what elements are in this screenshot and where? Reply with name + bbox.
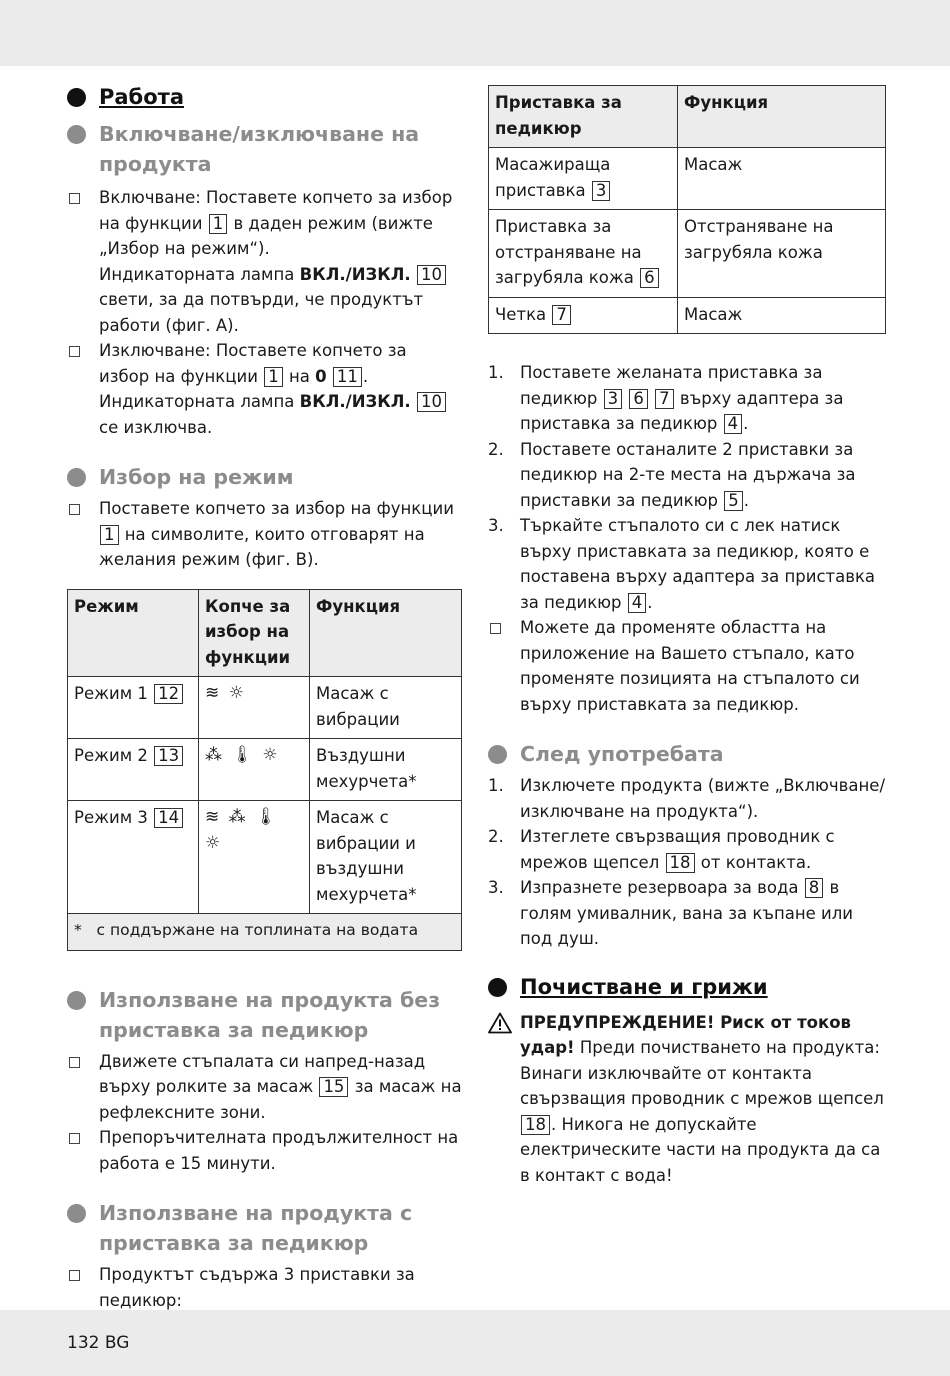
table-header: Режим — [68, 589, 199, 677]
ref-number: 13 — [154, 746, 183, 766]
list-item-tip: Можете да променяте областта на приложение на Вашето стъпало, като променяте позицията на стъпалото си върху приставката за педикюр. — [488, 615, 886, 717]
bottom-band — [0, 1310, 950, 1376]
ref-number: 11 — [333, 367, 362, 387]
heading-work: Работа — [67, 82, 462, 112]
ref-number: 7 — [655, 389, 674, 409]
checkbox-bullet-icon — [69, 1133, 80, 1144]
page-number: 132 BG — [67, 1333, 130, 1353]
ref-number: 1 — [100, 525, 119, 545]
heading-bullet-icon — [67, 468, 86, 487]
ref-number: 10 — [417, 265, 446, 285]
ref-number: 4 — [724, 414, 743, 434]
ref-number: 4 — [628, 593, 647, 613]
ref-number: 1 — [264, 367, 283, 387]
table-row: Режим 1 12 ≋ ☼ Масаж с вибрации — [68, 677, 462, 739]
heading-after-use: След употребата — [488, 739, 886, 769]
heading-on-off: Включване/изключване на продукта — [67, 119, 462, 179]
ref-number: 5 — [724, 491, 743, 511]
checkbox-bullet-icon — [69, 1057, 80, 1068]
list-item: Движете стъпалата си напред-назад върху ролките за масаж 15 за масаж на рефлексните зони. — [67, 1049, 462, 1126]
ref-number: 15 — [319, 1077, 348, 1097]
warning-triangle-icon — [488, 1012, 512, 1034]
heading-use-with-attachment: Използване на продукта с приставка за педикюр — [67, 1198, 462, 1258]
table-row: Режим 2 13 ⁂ 🌡 ☼ Въздушни мехурчета* — [68, 739, 462, 801]
ref-number: 6 — [640, 268, 659, 288]
heading-bullet-icon — [488, 745, 507, 764]
step-1: 1. Поставете желаната приставка за педикюр 3 6 7 върху адаптера за приставка за педикюр 4 . — [488, 363, 844, 433]
heading-bullet-icon — [67, 125, 86, 144]
right-column — [488, 85, 886, 1188]
ref-number: 3 — [604, 389, 623, 409]
ref-number: 12 — [154, 684, 183, 704]
list-item: Продуктът съдържа 3 приставки за педикюр: — [67, 1262, 462, 1313]
ref-number: 18 — [666, 853, 695, 873]
ref-number: 7 — [552, 305, 571, 325]
table-header: Копче за избор на функции — [199, 589, 310, 677]
ref-number: 6 — [629, 389, 648, 409]
heading-bullet-icon — [488, 978, 507, 997]
heading-bullet-icon — [67, 88, 86, 107]
ref-number: 14 — [154, 808, 183, 828]
table-row: Масажираща приставка 3 Масаж — [489, 148, 886, 210]
top-band — [0, 0, 950, 66]
ref-number: 8 — [805, 878, 824, 898]
table-note-row: * с поддържане на топлината на водата — [68, 914, 462, 951]
ref-number: 18 — [521, 1115, 550, 1135]
mode-table — [67, 589, 462, 951]
mode-symbols-icon: ≋ ⁂ 🌡 ☼ — [199, 801, 310, 914]
ref-number: 3 — [592, 181, 611, 201]
checkbox-bullet-icon — [69, 193, 80, 204]
ref-number: 10 — [417, 392, 446, 412]
after-step-3: 3. Изпразнете резервоара за вода 8 в голям умивалник, вана за къпане или под душ. — [488, 878, 854, 948]
heading-mode: Избор на режим — [67, 462, 462, 492]
checkbox-bullet-icon — [490, 623, 501, 634]
left-column — [67, 80, 462, 1313]
list-item: Препоръчителната продължителност на работа е 15 минути. — [67, 1125, 462, 1176]
mode-symbols-icon: ⁂ 🌡 ☼ — [199, 739, 310, 801]
after-step-1: 1. Изключете продукта (вижте „Включване/ изключване на продукта“). — [488, 776, 885, 821]
heading-cleaning: Почистване и грижи — [488, 972, 886, 1002]
ref-number: 1 — [209, 214, 228, 234]
list-item-switch-on: Включване: Поставете копчето за избор на функции 1 в даден режим (вижте „Избор на режим“). Индикаторната лампа ВКЛ./ИЗКЛ. 10 свети, за да потвърди, че продуктът работи (фиг. A). — [67, 185, 462, 338]
table-header: Функция — [678, 86, 886, 148]
heading-use-without-attachment: Използване на продукта без приставка за педикюр — [67, 985, 462, 1045]
table-row: Четка 7 Масаж — [489, 297, 886, 334]
attachment-table — [488, 85, 886, 334]
mode-symbols-icon: ≋ ☼ — [199, 677, 310, 739]
table-row: Режим 3 14 ≋ ⁂ 🌡 ☼ Масаж с вибрации и въздушни мехурчета* — [68, 801, 462, 914]
table-header: Функция — [310, 589, 462, 677]
after-step-2: 2. Изтеглете свързващия проводник с мрежов щепсел 18 от контакта. — [488, 827, 835, 872]
table-header-row — [489, 86, 886, 148]
checkbox-bullet-icon — [69, 346, 80, 357]
table-header: Приставка за педикюр — [489, 86, 678, 148]
step-2: 2. Поставете останалите 2 приставки за педикюр на 2-те места на държача за приставки за педикюр 5 . — [488, 439, 856, 510]
list-item-select-mode: Поставете копчето за избор на функции 1 на символите, които отговарят на желания режим (фиг. B). — [67, 496, 462, 573]
list-item-switch-off: Изключване: Поставете копчето за избор на функции 1 на 0 11 . Индикаторната лампа ВКЛ./ИЗКЛ. 10 се изключва. — [67, 338, 462, 440]
warning-block: ПРЕДУПРЕЖДЕНИЕ! Риск от токов удар! Преди почистването на продукта: Винаги изключвайте от контакта свързващия проводник с мрежов щепсел 18 . Никога не допускайте електрическите части на продукта да са в контакт с вода! — [488, 1010, 886, 1189]
step-3: 3. Търкайте стъпалото си с лек натиск върху приставката за педикюр, която е поставена върху адаптера за приставка за педикюр 4 . — [488, 516, 876, 612]
checkbox-bullet-icon — [69, 504, 80, 515]
heading-bullet-icon — [67, 1204, 86, 1223]
table-row: Приставка за отстраняване на загрубяла кожа 6 Отстраняване на загрубяла кожа — [489, 210, 886, 298]
table-header-row — [68, 589, 462, 677]
checkbox-bullet-icon — [69, 1270, 80, 1281]
heading-bullet-icon — [67, 991, 86, 1010]
